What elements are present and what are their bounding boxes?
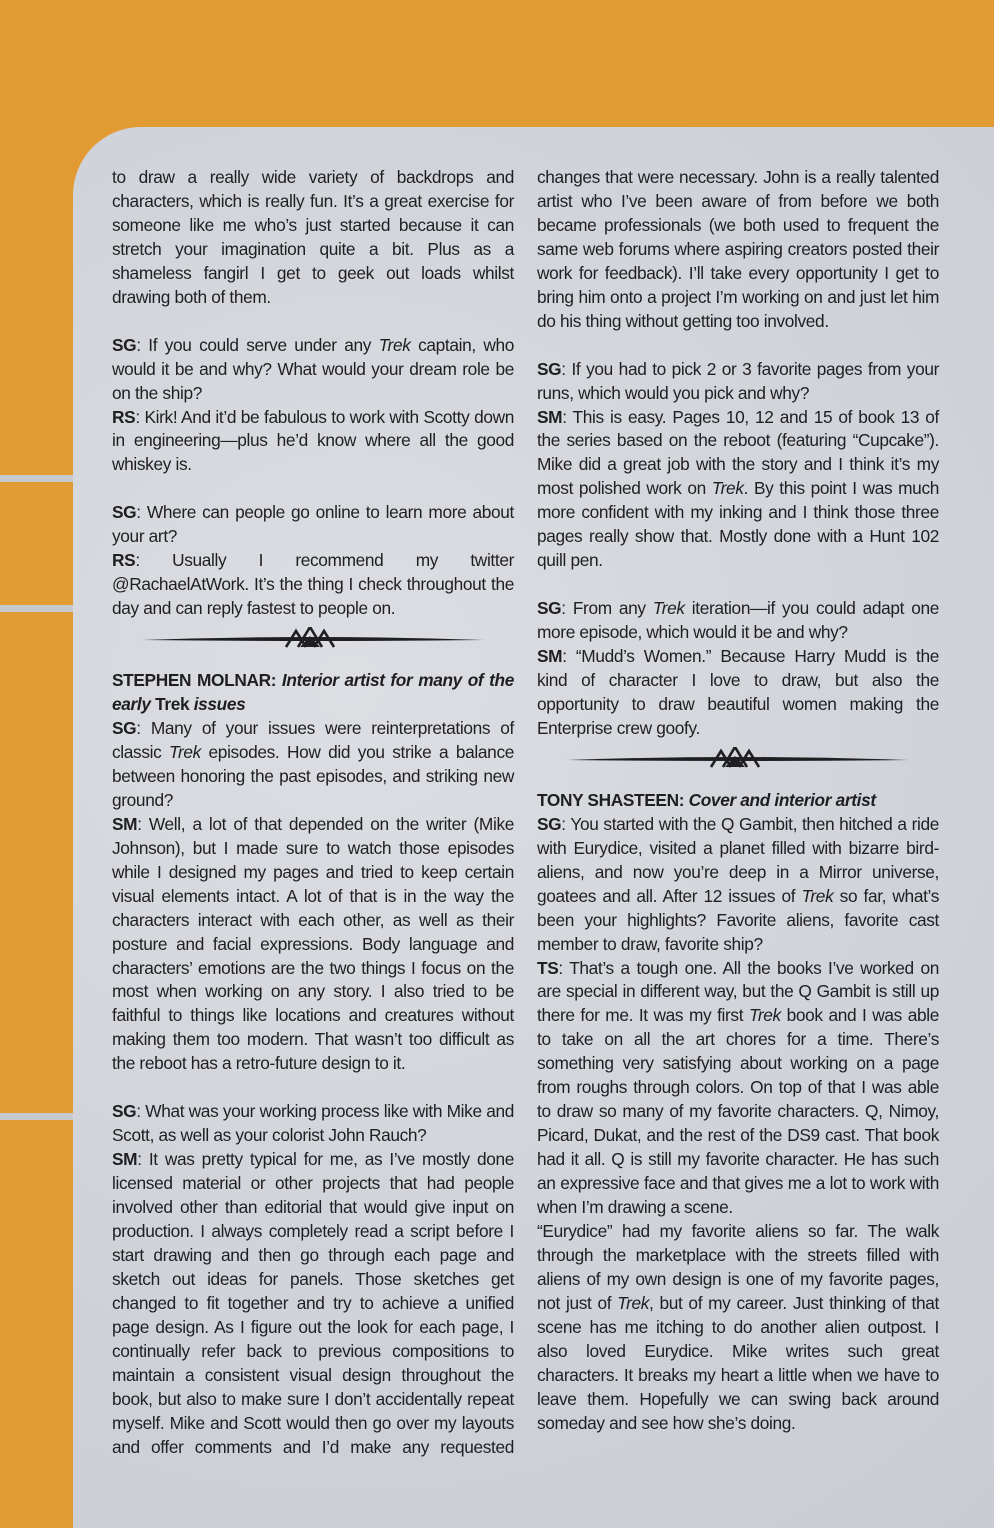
speaker-tag: SG: [112, 717, 137, 738]
interviewee-name: TONY SHASTEEN:: [537, 789, 685, 810]
title-italic: Trek: [378, 334, 411, 355]
text: . By this point I was much more confident with my inking and I think those three pages really show that. Mostly done with a Hunt 102 quill pen.: [537, 478, 939, 571]
text: : Where can people go online to learn more about your art?: [112, 502, 514, 547]
text: : It was pretty typical for me, as I’ve mostly done licensed material or other projects that had people involved other than editorial that would give input on production. I always completely read a script before I start drawing and then go through each page and sketch out ideas for panels. Those sketches get changed to fit together and try to achieve a unified page design. As I figure out the look for each page, I continually refer back to previous compositions to maintain a consistent visual design throughout the book, but also to make sure I don’t accidentally repeat myself. Mike and Scott would then go over my layouts and offer comments and I’d make any requested: [112, 1149, 514, 1457]
text: book and I was able to take on all the art chores for a time. There’s something very satisfying about working on a page from roughs through colors. On top of that I was able to draw so many of my favorite characters. Q, Nimoy, Picard, Dukat, and the rest of the DS9 cast. That book had it all. Q is still my favorite character. He has such an expressive face and that gives me a lot to work with when I’m drawing a scene.: [537, 1005, 939, 1218]
side-divider: [0, 1113, 73, 1120]
question: [537, 358, 939, 406]
speaker-tag: RS: [112, 550, 136, 571]
question: [112, 717, 514, 813]
side-divider: [0, 605, 73, 612]
right-column: [537, 166, 939, 1436]
text: : You started with the Q Gambit, then hitched a ride with Eurydice, visited a planet filled with bizarre bird-aliens, and now you’re deep in a Mirror universe, goatees and all. After 12 issues of: [537, 813, 939, 906]
left-column: [112, 166, 514, 1460]
interviewee-role: Cover and interior artist: [688, 789, 876, 810]
answer: [112, 813, 514, 1076]
interviewee-heading: [112, 669, 514, 717]
paragraph: changes that were necessary. John is a really talented artist who I’ve been aware of from before we both became professionals (we both used to frequent the same web forums where aspiring creators posted their work for feedback). I’ll take every opportunity I get to bring him onto a project I’m working on and just let him do his thing without getting too involved.: [537, 167, 939, 331]
speaker-tag: RS: [112, 406, 136, 427]
speaker-tag: TS: [537, 957, 559, 978]
side-divider: [0, 475, 73, 482]
answer: [537, 406, 939, 574]
speaker-tag: SG: [112, 502, 137, 523]
answer: [112, 549, 514, 621]
answer: [112, 406, 514, 478]
answer: [537, 957, 939, 1220]
text: : Well, a lot of that depended on the writer (Mike Johnson), but I made sure to watch those episodes while I designed my pages and tried to keep certain visual elements intact. A lot of that is in the way the characters interact with each other, as well as their posture and facial expressions. Body language and characters’ emotions are the two things I focus on the most when working on any story. I also tried to be faithful to things like locations and creatures without making them too modern. That wasn’t too difficult as the reboot has a retro-future design to it.: [112, 813, 514, 1074]
answer: [537, 645, 939, 741]
text: , but of my career. Just thinking of that scene has me itching to do another alien outpost. I also loved Eurydice. Mike writes such great characters. It breaks my heart a little when we have to leave them. Hopefully we can swing back around someday and see how she’s doing.: [537, 1292, 939, 1433]
question: [112, 501, 514, 549]
text: episodes. How did you strike a balance between honoring the past episodes, and striking new ground?: [112, 741, 514, 810]
title-italic: Trek: [652, 598, 685, 619]
answer-continued: [537, 1220, 939, 1436]
speaker-tag: SG: [537, 598, 562, 619]
interviewee-heading: [537, 789, 939, 813]
text: : That’s a tough one. All the books I’ve worked on are special in different way, but the Q Gambit is still up there for me. It was my first: [537, 957, 939, 1026]
text: captain, who would it be and why? What would your dream role be on the ship?: [112, 334, 514, 403]
text: : From any: [561, 598, 653, 619]
text: so far, what’s been your highlights? Favorite aliens, favorite cast member to draw, favorite ship?: [537, 885, 939, 954]
speaker-tag: SM: [112, 1149, 138, 1170]
text: : If you had to pick 2 or 3 favorite pages from your runs, which would you pick and why?: [537, 358, 939, 403]
question: [537, 597, 939, 645]
speaker-tag: SM: [537, 406, 563, 427]
section-divider: [537, 741, 939, 789]
text: : Kirk! And it’d be fabulous to work with Scotty down in engineering—plus he’d know where all the good whiskey is.: [112, 406, 514, 475]
speaker-tag: SG: [112, 334, 137, 355]
title-italic: Trek: [801, 885, 834, 906]
speaker-tag: SG: [537, 358, 562, 379]
question: [112, 1100, 514, 1148]
text: : “Mudd’s Women.” Because Harry Mudd is the kind of character I love to draw, but also the opportunity to draw beautiful women making the Enterprise crew goofy.: [537, 646, 939, 738]
title-italic: Trek: [748, 1005, 781, 1026]
starfleet-divider-icon: [537, 747, 939, 771]
interviewee-name: STEPHEN MOLNAR:: [112, 670, 277, 691]
paragraph: to draw a really wide variety of backdrops and characters, which is really fun. It’s a great exercise for someone like me who’s just started because it can stretch your imagination quite a bit. Plus as a shameless fangirl I get to geek out loads whilst drawing both of them.: [112, 167, 514, 307]
speaker-tag: SG: [537, 813, 562, 834]
speaker-tag: SM: [112, 813, 138, 834]
title-trek: Trek: [155, 694, 190, 715]
text: : Usually I recommend my twitter @RachaelAtWork. It’s the thing I check throughout the day and can reply fastest to people on.: [112, 550, 514, 619]
speaker-tag: SM: [537, 646, 563, 667]
interviewee-role: Interior artist for many of the early: [112, 670, 515, 715]
interviewee-role: issues: [193, 694, 246, 715]
text: “Eurydice” had my favorite aliens so far. The walk through the marketplace with the streets filled with aliens of my own design is one of my favorite pages, not just of: [537, 1221, 939, 1313]
speaker-tag: SG: [112, 1101, 137, 1122]
text: : This is easy. Pages 10, 12 and 15 of book 13 of the series based on the reboot (featuring “Cupcake”). Mike did a great job with the story and I think it’s my most polished work on: [537, 406, 939, 499]
text: iteration—if you could adapt one more episode, which would it be and why?: [537, 598, 939, 643]
text: : If you could serve under any: [136, 334, 379, 355]
text: : What was your working process like with Mike and Scott, as well as your colorist John Rauch?: [112, 1101, 514, 1146]
answer: [112, 1148, 514, 1459]
title-italic: Trek: [169, 741, 201, 762]
question: [112, 334, 514, 406]
section-divider: [112, 621, 514, 669]
question: [537, 813, 939, 957]
starfleet-divider-icon: [112, 627, 514, 651]
title-italic: Trek: [617, 1292, 650, 1313]
text: : Many of your issues were reinterpretations of classic: [112, 717, 514, 762]
title-italic: Trek: [711, 478, 744, 499]
